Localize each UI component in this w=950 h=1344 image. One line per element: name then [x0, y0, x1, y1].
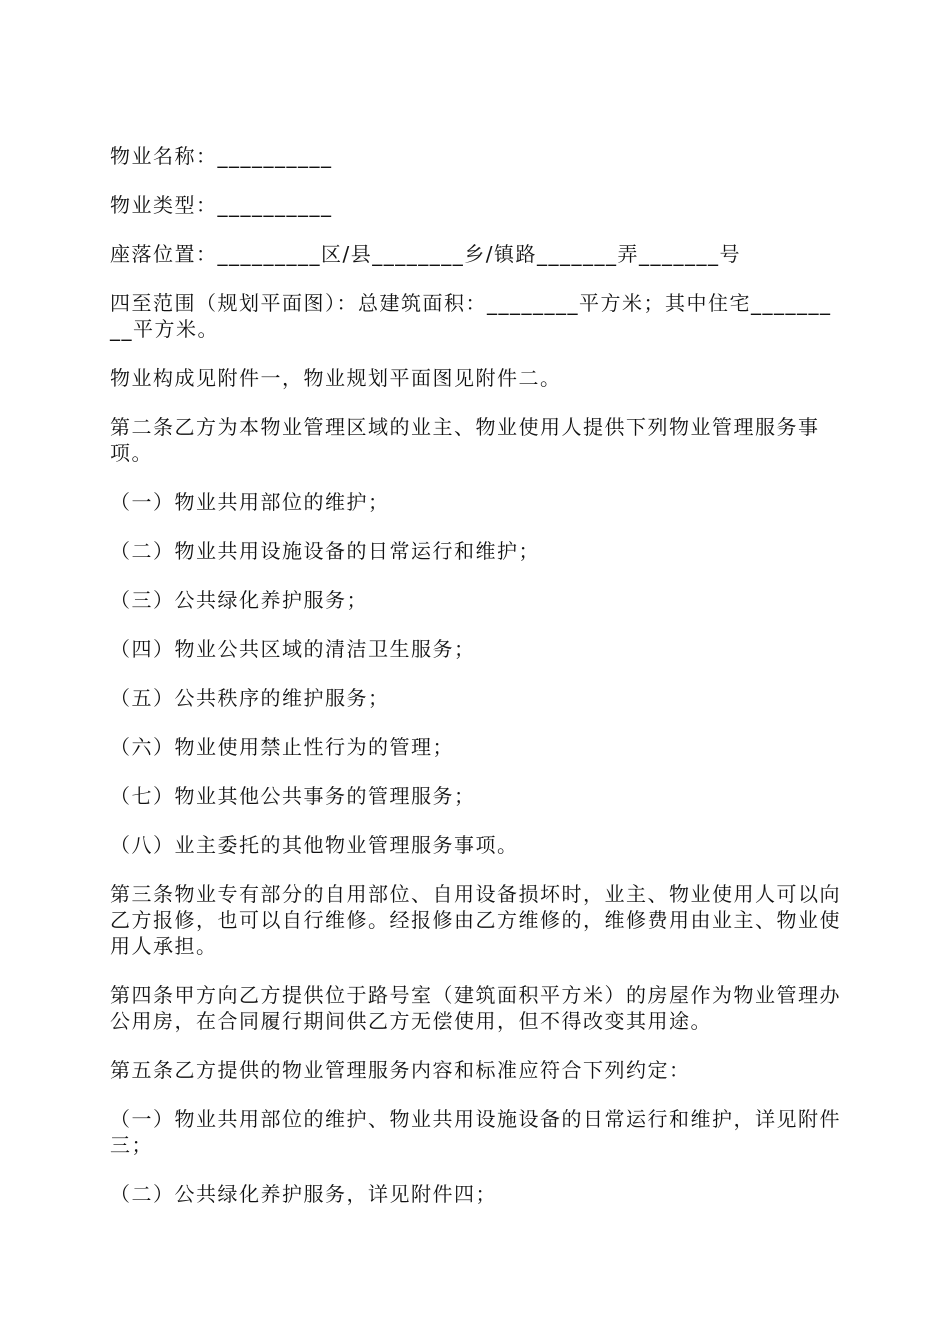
standard-item-2: （二）公共绿化养护服务，详见附件四；: [110, 1182, 497, 1206]
boundary-area-paragraph: 四至范围（规划平面图）：总建筑面积：________平方米；其中住宅_________平方米。: [110, 291, 832, 341]
article-three-paragraph: 第三条物业专有部分的自用部位、自用设备损坏时，业主、物业使用人可以向乙方报修，也可以自行维修。经报修由乙方维修的，维修费用由业主、物业使用人承担。: [110, 882, 841, 958]
article-four-paragraph: 第四条甲方向乙方提供位于路号室（建筑面积平方米）的房屋作为物业管理办公用房，在合同履行期间供乙方无偿使用，但不得改变其用途。: [110, 983, 841, 1033]
service-item-5: （五）公共秩序的维护服务；: [110, 686, 390, 710]
property-name-line: 物业名称：__________: [110, 144, 333, 168]
service-item-6: （六）物业使用禁止性行为的管理；: [110, 735, 454, 759]
standard-item-1: （一）物业共用部位的维护、物业共用设施设备的日常运行和维护，详见附件三；: [110, 1107, 841, 1157]
document-body: [110, 143, 842, 1207]
property-location-line: 座落位置：_________区/县________乡/镇路_______弄_______号: [110, 242, 741, 266]
article-five-paragraph: 第五条乙方提供的物业管理服务内容和标准应符合下列约定：: [110, 1058, 691, 1082]
article-two-paragraph: 第二条乙方为本物业管理区域的业主、物业使用人提供下列物业管理服务事项。: [110, 415, 820, 465]
property-composition-line: 物业构成见附件一，物业规划平面图见附件二。: [110, 366, 562, 390]
service-item-4: （四）物业公共区域的清洁卫生服务；: [110, 637, 476, 661]
service-item-2: （二）物业共用设施设备的日常运行和维护；: [110, 539, 540, 563]
service-item-7: （七）物业其他公共事务的管理服务；: [110, 784, 476, 808]
service-item-8: （八）业主委托的其他物业管理服务事项。: [110, 833, 519, 857]
service-item-3: （三）公共绿化养护服务；: [110, 588, 368, 612]
property-type-line: 物业类型：__________: [110, 193, 333, 217]
service-item-1: （一）物业共用部位的维护；: [110, 490, 390, 514]
